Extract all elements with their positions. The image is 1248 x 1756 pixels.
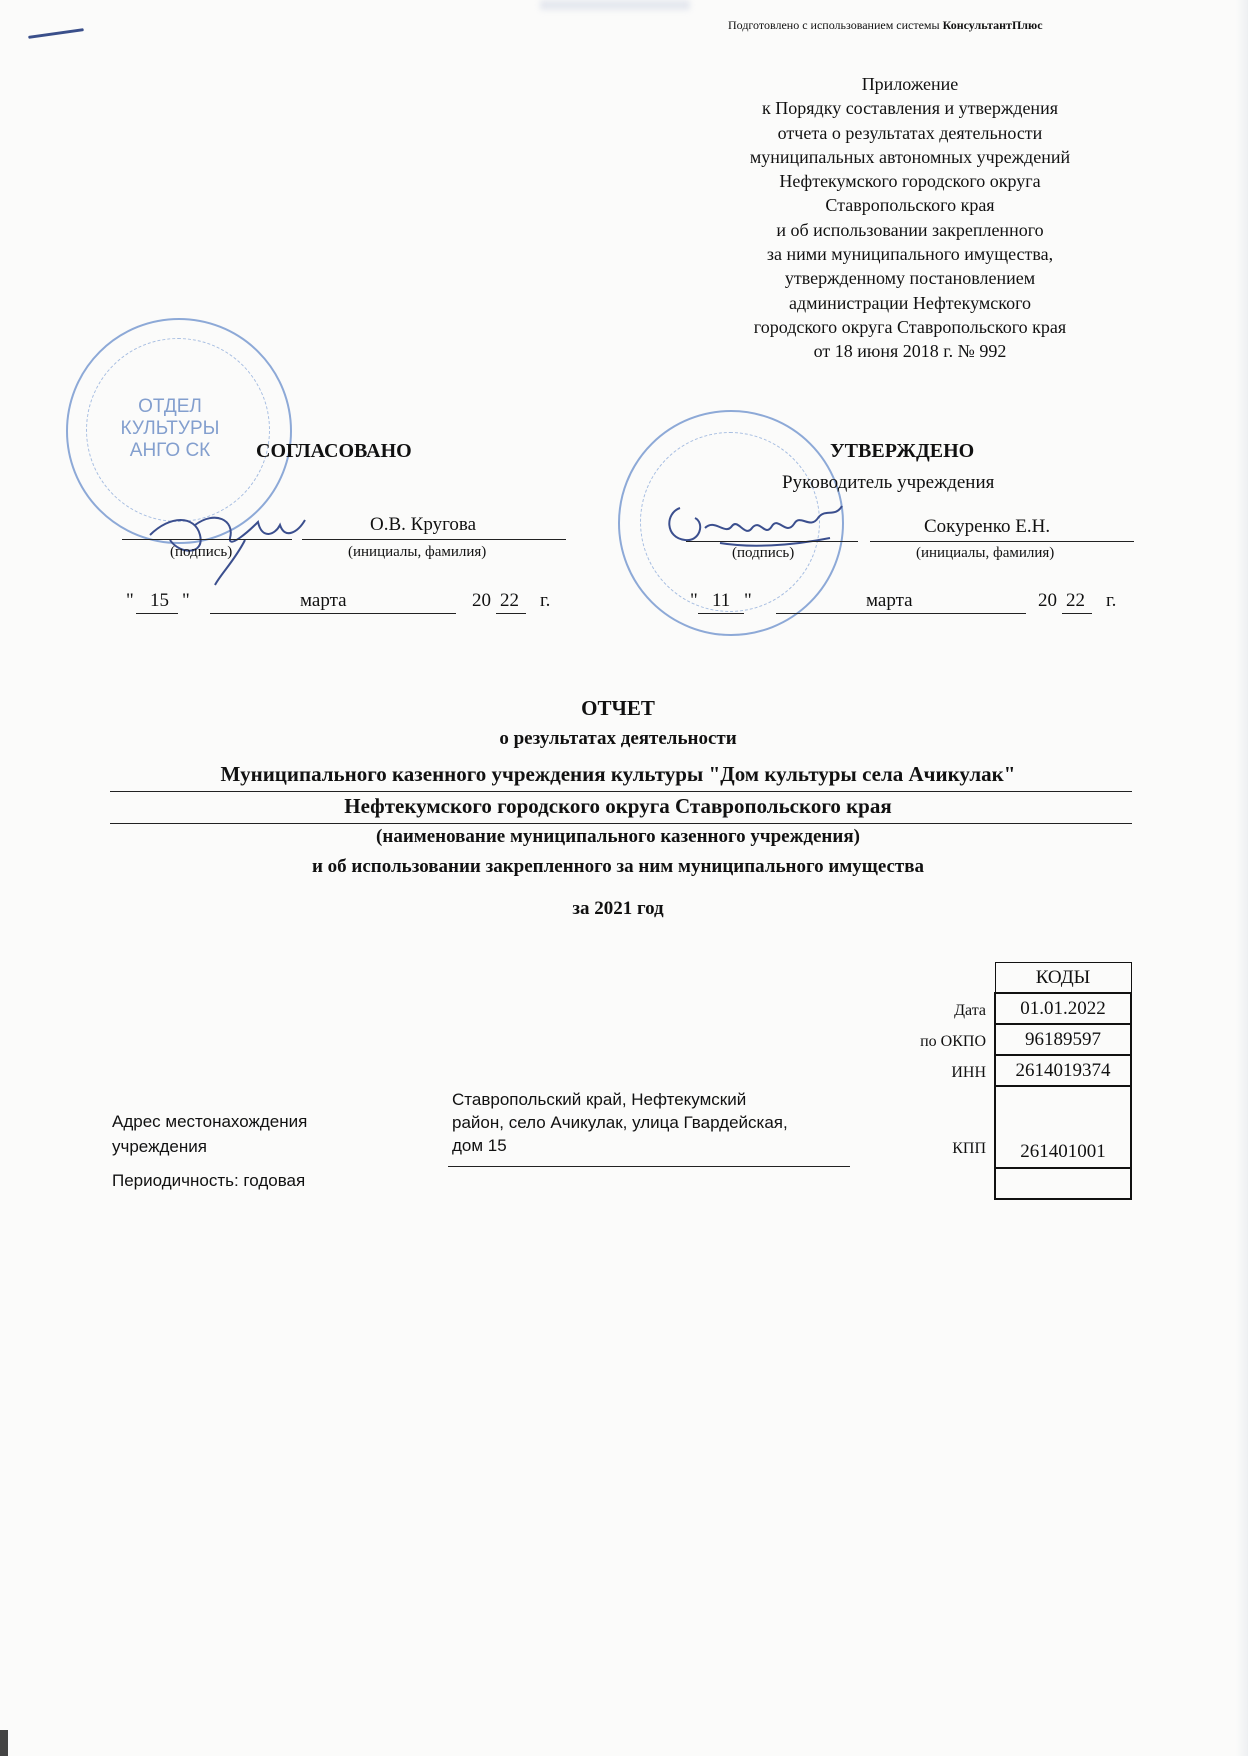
left-sign-line (122, 539, 292, 540)
consultant-brand: КонсультантПлюс (942, 18, 1043, 32)
code-inn-value: 2614019374 (995, 1055, 1131, 1086)
consultant-note (728, 18, 1043, 33)
left-month-line (210, 613, 456, 614)
code-okpo-label: по ОКПО (920, 1033, 986, 1050)
appendix-line: за ними муниципального имущества, (766, 244, 1054, 265)
report-line5: и об использовании закрепленного за ним муниципального имущества (311, 856, 925, 877)
left-day-line (136, 613, 178, 614)
appendix-line: администрации Нефтекумского (788, 292, 1032, 313)
appendix-block (690, 72, 1130, 364)
appendix-line: утвержденному постановлением (784, 268, 1036, 289)
scan-pen-mark (28, 28, 84, 39)
scan-edge (1236, 0, 1248, 1756)
left-quote-open: " (126, 590, 134, 611)
left-quote-close: " (182, 590, 190, 611)
right-month-line (776, 613, 1026, 614)
left-name-line (302, 539, 566, 540)
table-row (995, 993, 1131, 1024)
right-month: марта (866, 590, 913, 611)
appendix-line: отчета о результатах деятельности (777, 122, 1043, 143)
right-heading: УТВЕРЖДЕНО (830, 440, 975, 462)
institution-name-line1: Муниципального казенного учреждения культуры "Дом культуры села Ачикулак" (220, 762, 1016, 786)
code-date-label: Дата (954, 1002, 986, 1019)
code-kpp-label: КПП (952, 1140, 986, 1157)
appendix-line: Ставропольского края (825, 195, 995, 216)
stamp-line: КУЛЬТУРЫ (120, 418, 220, 439)
periodicity: Периодичность: годовая (112, 1171, 306, 1190)
stamp-line: АНГО СК (129, 440, 211, 461)
left-day: 15 (150, 590, 169, 611)
report-title: ОТЧЕТ (581, 696, 655, 720)
stamp-line: ОТДЕЛ (138, 396, 202, 417)
address-label (112, 1109, 307, 1159)
right-sign-line (686, 541, 858, 542)
code-inn-label: ИНН (951, 1064, 986, 1081)
address-underline (448, 1166, 850, 1167)
left-year-prefix: 20 (472, 590, 491, 611)
right-year-suffix: г. (1106, 590, 1117, 611)
left-year-suffix: г. (540, 590, 551, 611)
left-month: марта (300, 590, 347, 611)
right-year-line (1062, 613, 1092, 614)
right-caption-name: (инициалы, фамилия) (916, 545, 1055, 561)
appendix-line: городского округа Ставропольского края (753, 316, 1067, 337)
address-value-line: дом 15 (452, 1136, 507, 1155)
codes-header: КОДЫ (995, 963, 1131, 994)
left-heading: СОГЛАСОВАНО (256, 440, 412, 462)
institution-underline-1 (110, 791, 1132, 792)
left-caption-name: (инициалы, фамилия) (348, 544, 487, 560)
appendix-line: от 18 июня 2018 г. № 992 (813, 341, 1007, 362)
address-label-line: Адрес местонахождения (112, 1112, 308, 1131)
right-day-line (698, 613, 744, 614)
code-okpo-value: 96189597 (995, 1024, 1131, 1055)
address-label-line: учреждения (112, 1137, 207, 1156)
left-stamp-text (115, 396, 225, 462)
address-value-line: Ставропольский край, Нефтекумский (452, 1090, 747, 1109)
appendix-line: и об использовании закрепленного (776, 219, 1044, 240)
left-name: О.В. Кругова (370, 514, 477, 535)
appendix-line: Приложение (861, 74, 959, 94)
right-name-line (870, 541, 1134, 542)
scan-smudge (540, 0, 690, 10)
appendix-line: муниципальных автономных учреждений (749, 146, 1071, 167)
code-kpp-value: 261401001 (995, 1086, 1131, 1168)
right-day: 11 (712, 590, 731, 611)
left-signature (140, 480, 320, 590)
table-row (995, 1168, 1131, 1199)
left-year-line (496, 613, 526, 614)
left-year: 22 (500, 590, 519, 611)
right-year: 22 (1066, 590, 1085, 611)
table-row (995, 1086, 1131, 1168)
table-row (995, 1024, 1131, 1055)
right-quote-open: " (690, 590, 698, 611)
code-date-value: 01.01.2022 (995, 993, 1131, 1024)
codes-table (994, 962, 1132, 1200)
code-empty-value (995, 1168, 1131, 1199)
table-row (995, 1055, 1131, 1086)
scan-edge-mark (0, 1730, 8, 1756)
appendix-line: к Порядку составления и утверждения (762, 98, 1058, 119)
codes-header-row (995, 963, 1131, 994)
appendix-line: Нефтекумского городского округа (779, 171, 1041, 192)
right-name: Сокуренко Е.Н. (924, 516, 1051, 537)
address-value (452, 1088, 788, 1157)
report-period: за 2021 год (572, 898, 664, 919)
institution-name-line2: Нефтекумского городского округа Ставропольского края (344, 794, 892, 818)
consultant-prefix: Подготовлено с использованием системы (728, 18, 943, 32)
right-year-prefix: 20 (1038, 590, 1057, 611)
institution-caption: (наименование муниципального казенного учреждения) (376, 826, 860, 847)
institution-underline-2 (110, 823, 1132, 824)
address-value-line: район, село Ачикулак, улица Гвардейская, (452, 1113, 788, 1132)
right-role: Руководитель учреждения (782, 472, 995, 493)
left-caption-sign: (подпись) (170, 544, 233, 560)
right-quote-close: " (744, 590, 752, 611)
right-caption-sign: (подпись) (732, 545, 795, 561)
report-subtitle: о результатах деятельности (499, 728, 737, 749)
